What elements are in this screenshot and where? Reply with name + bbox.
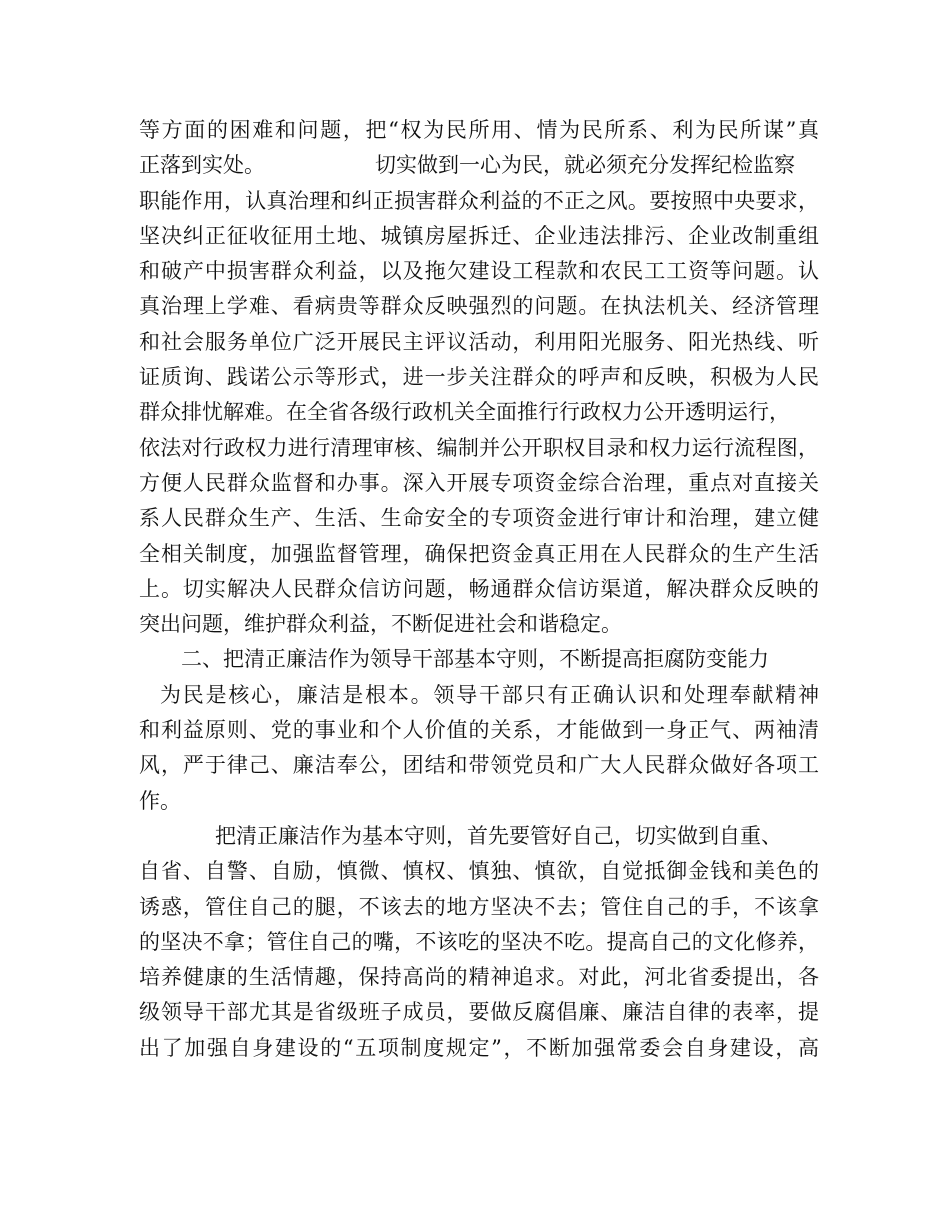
text-line: 诱惑，管住自己的腿，不该去的地方坚决不去；管住自己的手，不该拿: [139, 894, 819, 919]
text-line: 系人民群众生产、生活、生命安全的专项资金进行审计和治理，建立健: [139, 506, 819, 531]
text-line: 自省、自警、自励，慎微、慎权、慎独、慎欲，自觉抵御金钱和美色的: [139, 859, 819, 884]
text-line: 和利益原则、党的事业和个人价值的关系，才能做到一身正气、两袖清: [139, 718, 819, 743]
text-segment: 正落到实处。: [139, 153, 265, 178]
text-line: 把清正廉洁作为基本守则，首先要管好自己，切实做到自重、: [215, 823, 782, 848]
text-line: 方便人民群众监督和办事。深入开展专项资金综合治理，重点对直接关: [139, 470, 819, 495]
text-line: 全相关制度，加强监督管理，确保把资金真正用在人民群众的生产生活: [139, 541, 819, 566]
text-line: 风，严于律己、廉洁奉公，团结和带领党员和广大人民群众做好各项工: [139, 753, 819, 778]
text-line: 证质询、践诺公示等形式，进一步关注群众的呼声和反映，积极为人民: [139, 365, 819, 390]
text-line: 作。: [139, 788, 181, 813]
text-line: 上。切实解决人民群众信访问题，畅通群众信访渠道，解决群众反映的: [139, 576, 819, 601]
text-line: 出了加强自身建设的“五项制度规定”，不断加强常委会自身建设，高: [139, 1035, 819, 1060]
text-line: 为民是核心，廉洁是根本。领导干部只有正确认识和处理奉献精神: [160, 682, 819, 707]
text-line: 级领导干部尤其是省级班子成员，要做反腐倡廉、廉洁自律的表率，提: [139, 1000, 819, 1025]
text-line: 和破产中损害群众利益，以及拖欠建设工程款和农民工工资等问题。认: [139, 259, 819, 284]
text-line: 职能作用，认真治理和纠正损害群众利益的不正之风。要按照中央要求，: [139, 188, 819, 213]
text-line: 培养健康的生活情趣，保持高尚的精神追求。对此，河北省委提出，各: [139, 965, 819, 990]
text-line: 群众排忧解难。在全省各级行政机关全面推行行政权力公开透明运行，: [139, 400, 790, 425]
text-segment: 切实做到一心为民，就必须充分发挥纪检监察: [375, 153, 795, 178]
text-line: 真治理上学难、看病贵等群众反映强烈的问题。在执法机关、经济管理: [139, 294, 819, 319]
text-line: [139, 148, 819, 183]
section-heading: 二、把清正廉洁作为领导干部基本守则，不断提高拒腐防变能力: [181, 647, 769, 672]
text-line: 和社会服务单位广泛开展民主评议活动，利用阳光服务、阳光热线、听: [139, 329, 819, 354]
text-line: 的坚决不拿；管住自己的嘴，不该吃的坚决不吃。提高自己的文化修养，: [139, 929, 819, 954]
document-body: [139, 113, 819, 1066]
text-line: 突出问题，维护群众利益，不断促进社会和谐稳定。: [139, 612, 622, 637]
text-line: 依法对行政权力进行清理审核、编制并公开职权目录和权力运行流程图，: [139, 435, 819, 460]
text-line: 等方面的困难和问题，把“权为民所用、情为民所系、利为民所谋”真: [139, 118, 819, 142]
text-line: 坚决纠正征收征用土地、城镇房屋拆迁、企业违法排污、企业改制重组: [139, 223, 819, 248]
